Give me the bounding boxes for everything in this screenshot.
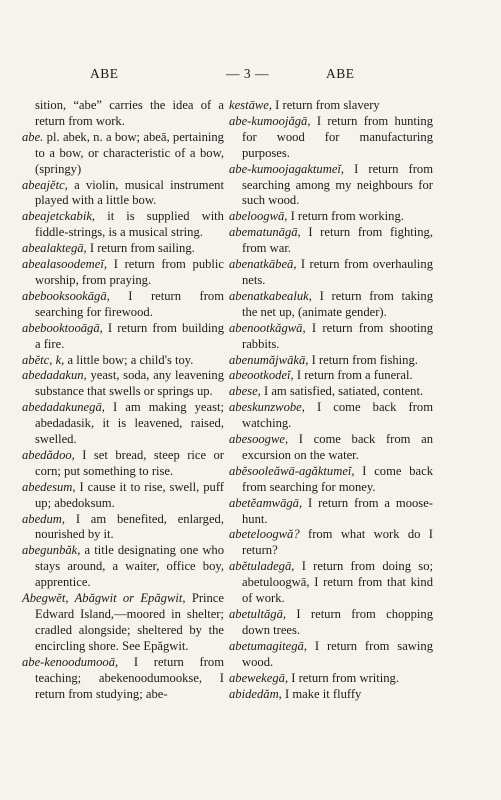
entry-definition: I make it fluffy [284, 686, 362, 701]
dictionary-entry [229, 432, 433, 464]
entry-definition: I come back from searching for money. [242, 463, 433, 494]
entry-headword: abebooktooāgā, [22, 320, 103, 335]
page-number: — 3 — [226, 66, 269, 81]
entry-definition: I am benefited, enlarged, nourished by it. [35, 511, 224, 542]
entry-headword: abĕtc, k, [22, 352, 65, 367]
entry-definition: I return from overhauling nets. [242, 257, 433, 287]
dictionary-entry [229, 559, 433, 607]
dictionary-entry [229, 384, 433, 400]
dictionary-entry [22, 368, 224, 400]
entry-headword: abe-kumoojăgā, [229, 113, 311, 128]
entry-headword: abebooksookāgā, [22, 288, 110, 303]
dictionary-entry [229, 400, 433, 432]
dictionary-entry [229, 687, 433, 703]
entry-definition: I return from a moose-hunt. [242, 495, 433, 526]
dictionary-entry [229, 671, 433, 687]
entry-headword: abĕtuladegā, [229, 559, 295, 574]
entry-definition: I return from chopping down trees. [242, 607, 433, 637]
entry-definition: I return from searching among my neighbours for such wood. [242, 161, 433, 208]
entry-headword: abeteloogwă? [229, 527, 300, 542]
entry-definition: it is supplied with fiddle-strings, is a musical string. [35, 209, 224, 240]
entry-definition: I am satisfied, satiated, content. [263, 384, 424, 399]
entry-definition: sition, “abe” carries the idea of a return from work. [35, 98, 224, 128]
dictionary-entry [22, 448, 224, 480]
entry-definition: I return from a funeral. [296, 368, 413, 383]
entry-definition: pl. abek, n. a bow; abeā, pertaining to a bow, or characteristic of a bow, (springy) [35, 129, 224, 176]
dictionary-entry [22, 321, 224, 353]
header-right: ABE [326, 66, 355, 81]
entry-headword: abeskunzwobe, [229, 400, 305, 415]
entry-definition: I return from writing. [291, 670, 399, 685]
dictionary-entry [22, 591, 224, 655]
dictionary-entry [229, 496, 433, 528]
dictionary-entry [229, 114, 433, 162]
entry-headword: abe. [22, 129, 44, 144]
dictionary-entry [229, 639, 433, 671]
entry-definition: I cause it to rise, swell, puff up; abedoksum. [35, 479, 224, 510]
entry-definition: I set bread, steep rice or corn; put something to rise. [35, 447, 224, 478]
entry-headword: abematunāgā, [229, 225, 301, 240]
entry-definition: I come back from watching. [242, 400, 433, 431]
dictionary-entry [229, 98, 433, 114]
dictionary-entry [22, 400, 224, 448]
entry-headword: abewekegā, [229, 670, 289, 685]
entry-definition: I return from slavery [275, 98, 380, 112]
left-column [22, 98, 224, 702]
entry-definition: I return from fishing. [311, 352, 418, 367]
entry-headword: abegunbăk, [22, 543, 81, 558]
entry-headword: abenatkabealuk, [229, 288, 312, 303]
entry-headword: abealasoodemeĭ, [22, 257, 107, 272]
dictionary-entry [22, 655, 224, 703]
entry-headword: abetumagitegā, [229, 638, 307, 653]
entry-headword: abenumăjwākā, [229, 352, 309, 367]
entry-definition: from what work do I return? [242, 527, 433, 558]
dictionary-entry [229, 257, 433, 289]
dictionary-entry [229, 607, 433, 639]
entry-headword: abidedăm, [229, 686, 282, 701]
entry-headword: kestāwe, [229, 98, 273, 112]
entry-headword: abĕsooleăwā-agăktumeĭ, [229, 463, 355, 478]
dictionary-entry [229, 162, 433, 210]
entry-headword: abedădoo, [22, 447, 75, 462]
entry-headword: abeajĕtc, [22, 177, 68, 192]
entry-headword: abeloogwā, [229, 209, 288, 224]
entry-definition: I return from public worship, from praying. [35, 257, 224, 287]
dictionary-entry [229, 321, 433, 353]
entry-definition: I return from shooting rabbits. [242, 320, 433, 351]
dictionary-entry [22, 209, 224, 241]
running-header [0, 66, 501, 82]
entry-definition: I am making yeast; abedadasik, it is leavened, raised, swelled. [35, 400, 224, 447]
entry-definition: I come back from an excursion on the water. [242, 432, 433, 462]
entry-headword: abedesum, [22, 479, 76, 494]
dictionary-entry [229, 289, 433, 321]
entry-headword: abe-kenoodumooā, [22, 654, 119, 669]
entry-definition: I return from sawing wood. [242, 638, 433, 669]
entry-definition: Prince Edward Island,—moored in shelter; cradled alongside; sheltered by the encircling shore. See Epăgwit. [35, 591, 224, 653]
entry-definition: yeast, soda, any leavening substance that swells or springs up. [35, 368, 225, 399]
entry-headword: abedadakun, [22, 368, 87, 383]
entry-definition: I return from working. [290, 209, 404, 224]
dictionary-entry [22, 130, 224, 178]
entry-definition: a violin, musical instrument played with a little bow. [35, 177, 224, 208]
dictionary-entry [22, 289, 224, 321]
dictionary-entry [22, 257, 224, 289]
entry-headword: abe-kumoojagaktumeĭ, [229, 161, 345, 176]
dictionary-entry [229, 368, 433, 384]
dictionary-entry [229, 527, 433, 559]
entry-headword: abesoogwe, [229, 432, 289, 447]
entry-headword: abeootkodeĭ, [229, 368, 294, 383]
entry-headword: abedum, [22, 511, 66, 526]
header-left: ABE [90, 66, 119, 81]
entry-definition: I return from fighting, from war. [242, 225, 433, 256]
dictionary-entry [22, 512, 224, 544]
dictionary-entry [229, 353, 433, 369]
entry-definition: I return from teaching; abekenoodumookse, I return from studying; abe- [35, 654, 224, 701]
entry-headword: abeajetckabik, [22, 209, 96, 224]
entry-headword: abenatkābeā, [229, 257, 297, 272]
entry-headword: abetultăgā, [229, 607, 287, 621]
entry-definition: a title designating one who stays around, a waiter, office boy, apprentice. [35, 543, 225, 590]
entry-headword: abese, [229, 384, 261, 399]
dictionary-entry [229, 464, 433, 496]
dictionary-entry [22, 480, 224, 512]
dictionary-entry [229, 225, 433, 257]
entry-definition: I return from doing so; abetuloogwā, I return from that kind of work. [242, 559, 433, 606]
dictionary-entry [22, 98, 224, 130]
entry-headword: abetĕamwāgā, [229, 495, 303, 510]
entry-definition: I return from sailing. [89, 241, 195, 256]
dictionary-entry [22, 178, 224, 210]
dictionary-entry [22, 543, 224, 591]
entry-headword: abenootkăgwā, [229, 320, 306, 335]
entry-definition: a little bow; a child's toy. [67, 352, 194, 367]
entry-headword: Abegwĕt, Abăgwit or Epăgwit, [22, 591, 186, 606]
entry-definition: I return from taking the net up, (animate gender). [242, 288, 433, 319]
entry-headword: abedadakunegā, [22, 400, 105, 415]
entry-definition: I return from searching for firewood. [35, 288, 224, 319]
entry-definition: I return from building a fire. [35, 320, 224, 351]
dictionary-entry [22, 353, 224, 369]
entry-headword: abealaktegā, [22, 241, 87, 256]
dictionary-entry [229, 209, 433, 225]
entry-definition: I return from hunting for wood for manufacturing purposes. [242, 113, 434, 160]
right-column [229, 98, 433, 702]
dictionary-entry [22, 241, 224, 257]
